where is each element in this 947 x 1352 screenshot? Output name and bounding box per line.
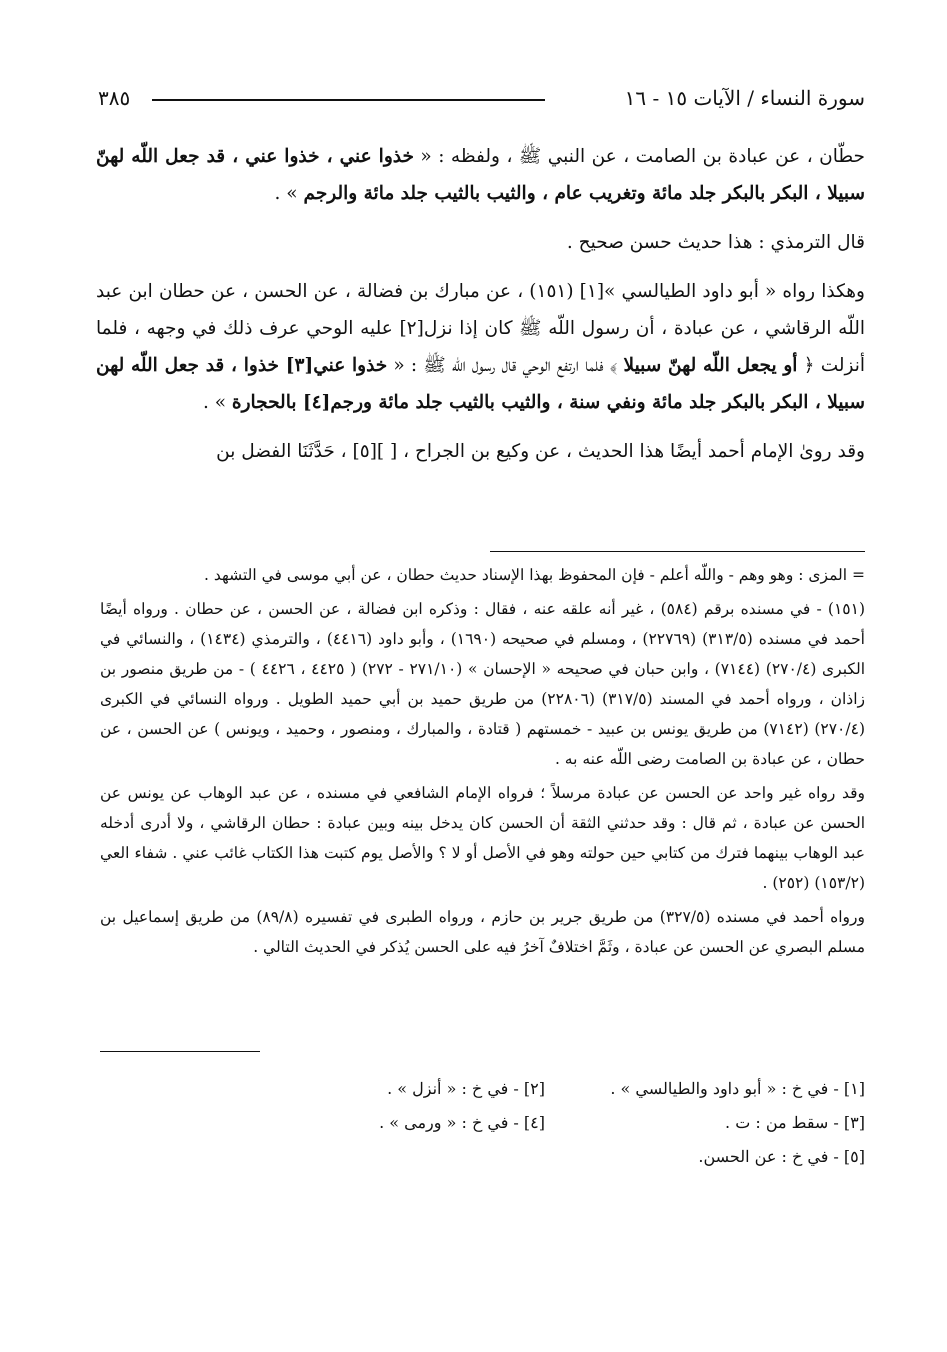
footnote-row: [100, 1072, 865, 1106]
hadith-quote-1: خذوا عني ، خذوا عني ، قد جعل اللّه لهنّ سبيلا ، البكر بالبكر جلد مائة وتغريب عام ، والثيب بالثيب جلد مائة والرجم: [96, 146, 865, 204]
footnote-5: [٥] - في خ : عن الحسن.: [698, 1147, 865, 1166]
surah-title: سورة النساء / الآيات ١٥ - ١٦: [624, 86, 865, 110]
p3-text-b: ﴾ فلما ارتفع الوحي قال رسول اللّه ﷺ : «: [387, 355, 624, 376]
footnote-2: [٢] - في خ : « أنزل » .: [387, 1079, 545, 1098]
footnote-3: [٣] - سقط من : ت .: [725, 1113, 865, 1132]
p3-text-a: وهكذا رواه « أبو داود الطيالسي »[١] (١٥١) ، عن مبارك بن فضالة ، عن الحسن ، عن حطان ابن عبد اللّه الرقاشي ، عن عبادة ، أن رسول اللّه ﷺ كان إذا نزل[٢] عليه الوحي عرف ذلك في وجهه ، فلما أنزلت ﴿: [96, 281, 865, 376]
notes-section: [100, 560, 865, 966]
notes-rule: [490, 551, 865, 552]
footnote-1: [١] - في خ : « أبو داود والطيالسي » .: [610, 1079, 865, 1098]
hadith-quote-2: خذوا عني[٣] خذوا ، قد جعل اللّه لهن سبيلا ، البكر بالبكر جلد مائة ونفي سنة ، والثيب بالثيب جلد مائة ورجم[٤] بالحجارة: [96, 355, 865, 413]
footnote-row: [100, 1106, 865, 1140]
header-rule: [152, 99, 545, 101]
tirmidhi-paragraph: قال الترمذي : هذا حديث حسن صحيح .: [566, 232, 865, 253]
tayalisi-paragraph: [96, 273, 865, 421]
page-number: ٣٨٥: [98, 86, 131, 110]
hadith-paragraph-1: [96, 138, 865, 212]
p1-end: » .: [274, 183, 304, 204]
footnotes-rule: [100, 1051, 260, 1052]
footnote-row: [100, 1140, 865, 1174]
ahmad-paragraph: وقد روىٰ الإمام أحمد أيضًا هذا الحديث ، عن وكيع بن الجراح ، [ ][٥] ، حَدَّثَنَا الفضل بن: [216, 441, 865, 462]
note-mursal: وقد رواه غير واحد عن الحسن عن عبادة مرسلاً ؛ فرواه الإمام الشافعي في مسنده ، عن عبد الوهاب عن يونس عن الحسن عن عبادة ، ثم قال : وقد حدثني الثقة أن الحسن كان يدخل بينه وبين عبادة : حطان الرقاشي ، ولا أدرى أدخله عبد الوهاب بينهما فترك من كتابي حين حولته وهو في الأصل أو لا ؟ والأصل يوم كتبت هذا الكتاب غائب عني . شفاء العي (١٥٣/٢) (٢٥٢) .: [100, 784, 865, 892]
p1-text: حطّان ، عن عبادة بن الصامت ، عن النبي ﷺ ، ولفظه : «: [413, 146, 865, 167]
quran-quote: أو يجعل اللّه لهنّ سبيلا: [623, 355, 798, 376]
p3-end: » .: [202, 392, 232, 413]
footnotes: [100, 1072, 865, 1174]
main-text: [96, 138, 865, 482]
note-ahmad: ورواه أحمد في مسنده (٣٢٧/٥) من طريق جرير بن حازم ، ورواه الطبرى في تفسيره (٨٩/٨) من طريق إسماعيل بن مسلم البصري عن الحسن عن عبادة ، وثَمَّ اختلافٌ آخرُ فيه على الحسن يُذكر في الحديث التالي .: [100, 908, 865, 956]
note-151: (١٥١) - في مسنده برقم (٥٨٤) ، غير أنه علقه عنه ، فقال : وذكره ابن فضالة ، عن الحسن ، عن حطان . ورواه أيضًا أحمد في مسنده (٣١٣/٥) (٢٢٧٦٩) ، ومسلم في صحيحه (١٦٩٠) ، وأبو داود (٤٤١٦) ، والترمذي (١٤٣٤) ، والنسائي في الكبرى (٢٧٠/٤) (٧١٤٤) ، وابن حبان في صحيحه « الإحسان » (٢٧١/١٠ - ٢٧٢) ( ٤٤٢٥ ، ٤٤٢٦ ) - من طريق منصور بن زاذان ، ورواه أحمد في المسند (٣١٧/٥) (٢٢٨٠٦) من طريق حميد بن أبي حميد الطويل . ورواه النسائي في الكبرى (٢٧٠/٤) (٧١٤٢) من طريق يونس بن عبيد - خمستهم ( قتادة ، والمبارك ، ومنصور ، وحميد ، ويونس ) عن الحسن ، عن حطان ، عن عبادة بن الصامت رضى اللّه عنه به .: [100, 600, 866, 768]
note-continuation: = المزى : وهو وهم - واللّه أعلم - فإن المحفوظ بهذا الإسناد حديث حطان ، عن أبي موسى في التشهد .: [204, 566, 865, 584]
footnote-4: [٤] - في خ : « ورمى » .: [379, 1113, 545, 1132]
running-header: [98, 86, 865, 118]
